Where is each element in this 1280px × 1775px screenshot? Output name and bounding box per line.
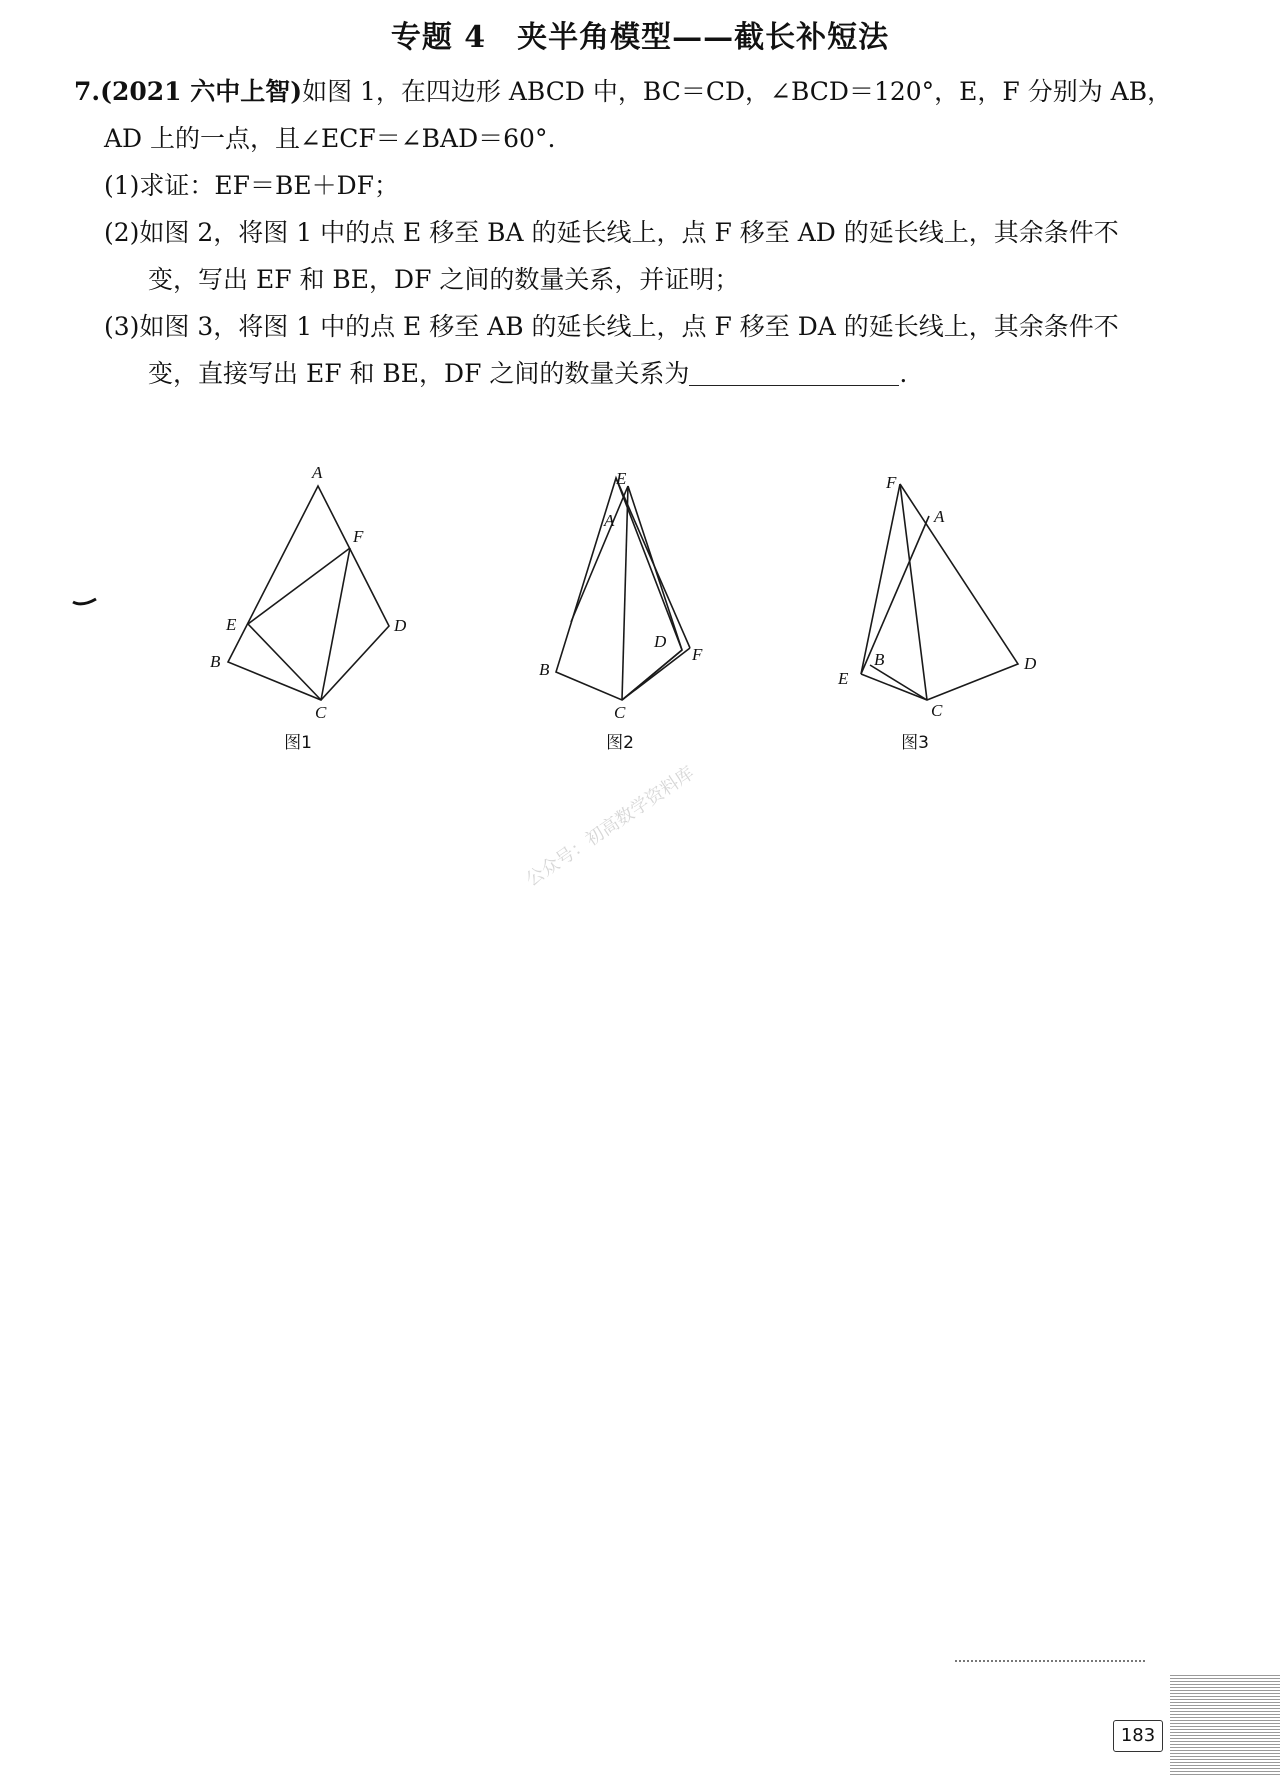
point-b: B: [539, 660, 550, 679]
seg-ef: [248, 548, 350, 624]
part-3-period: .: [899, 359, 908, 388]
seg-fc: [900, 484, 927, 700]
seg-adf: [616, 478, 690, 648]
point-d: D: [654, 632, 667, 651]
seg-fc: [321, 548, 350, 700]
figure-1: [200, 460, 430, 753]
point-a: A: [312, 463, 323, 482]
seg-ea: [571, 486, 628, 622]
point-e: E: [838, 669, 849, 688]
part-2-line2: 变，写出 EF 和 BE，DF 之间的数量关系，并证明；: [148, 265, 740, 294]
quad-abcd: [228, 486, 389, 700]
ink-mark: [72, 596, 98, 608]
page-title: 专题 4 夹半角模型——截长补短法: [390, 20, 890, 55]
part-3-line1: (3)如图 3，将图 1 中的点 E 移至 AB 的延长线上，点 F 移至 DA 的延长线上，其余条件不: [104, 312, 1119, 341]
problem-stem-line1: [74, 68, 1194, 115]
part-1: (1)求证：EF＝BE＋DF；: [104, 171, 400, 200]
point-b: B: [210, 652, 221, 671]
watermark: 公众号：初高数学资料库: [522, 762, 699, 891]
point-e: E: [226, 615, 237, 634]
figure-3-caption: 图3: [901, 733, 929, 753]
figure-2-diagram: [530, 460, 730, 720]
part-3-text: 变，直接写出 EF 和 BE，DF 之间的数量关系为: [148, 359, 690, 388]
point-f: F: [692, 645, 703, 664]
problem-7: [74, 68, 1194, 397]
point-f: F: [886, 473, 897, 492]
figure-1-diagram: [200, 460, 430, 720]
seg-eba: [861, 516, 929, 674]
point-e: E: [616, 469, 627, 488]
point-c: C: [614, 703, 626, 722]
point-c: C: [931, 701, 943, 720]
problem-source: (2021 六中上智): [100, 77, 303, 106]
figure-3: [828, 460, 1058, 753]
point-d: D: [1024, 654, 1037, 673]
figure-2: [530, 460, 730, 753]
seg-fe: [861, 484, 900, 674]
point-f: F: [353, 527, 364, 546]
footer-hatch: [1170, 1675, 1280, 1775]
footer-dotted-rule: [955, 1660, 1145, 1662]
point-a: A: [604, 511, 615, 530]
seg-cf: [622, 648, 690, 700]
seg-ec: [622, 486, 628, 700]
figure-1-caption: 图1: [284, 733, 312, 753]
seg-ec: [248, 624, 321, 700]
point-b: B: [874, 650, 885, 669]
seg-bc: [870, 665, 927, 700]
figure-2-caption: 图2: [606, 733, 634, 753]
problem-number: 7.: [74, 77, 101, 106]
part-2-line1: (2)如图 2，将图 1 中的点 E 移至 BA 的延长线上，点 F 移至 AD 的延长线上，其余条件不: [104, 218, 1119, 247]
point-d: D: [394, 616, 407, 635]
point-c: C: [315, 703, 327, 722]
figure-3-diagram: [828, 460, 1058, 720]
answer-blank[interactable]: [689, 361, 899, 386]
page-number: 183: [1113, 1720, 1163, 1752]
point-a: A: [934, 507, 945, 526]
stem-text-1: 如图 1，在四边形 ABCD 中，BC＝CD，∠BCD＝120°，E，F 分别为 AB，: [302, 77, 1173, 106]
part-3-line2: [74, 350, 1194, 397]
problem-stem-line2: AD 上的一点，且∠ECF＝∠BAD＝60°.: [104, 124, 556, 153]
